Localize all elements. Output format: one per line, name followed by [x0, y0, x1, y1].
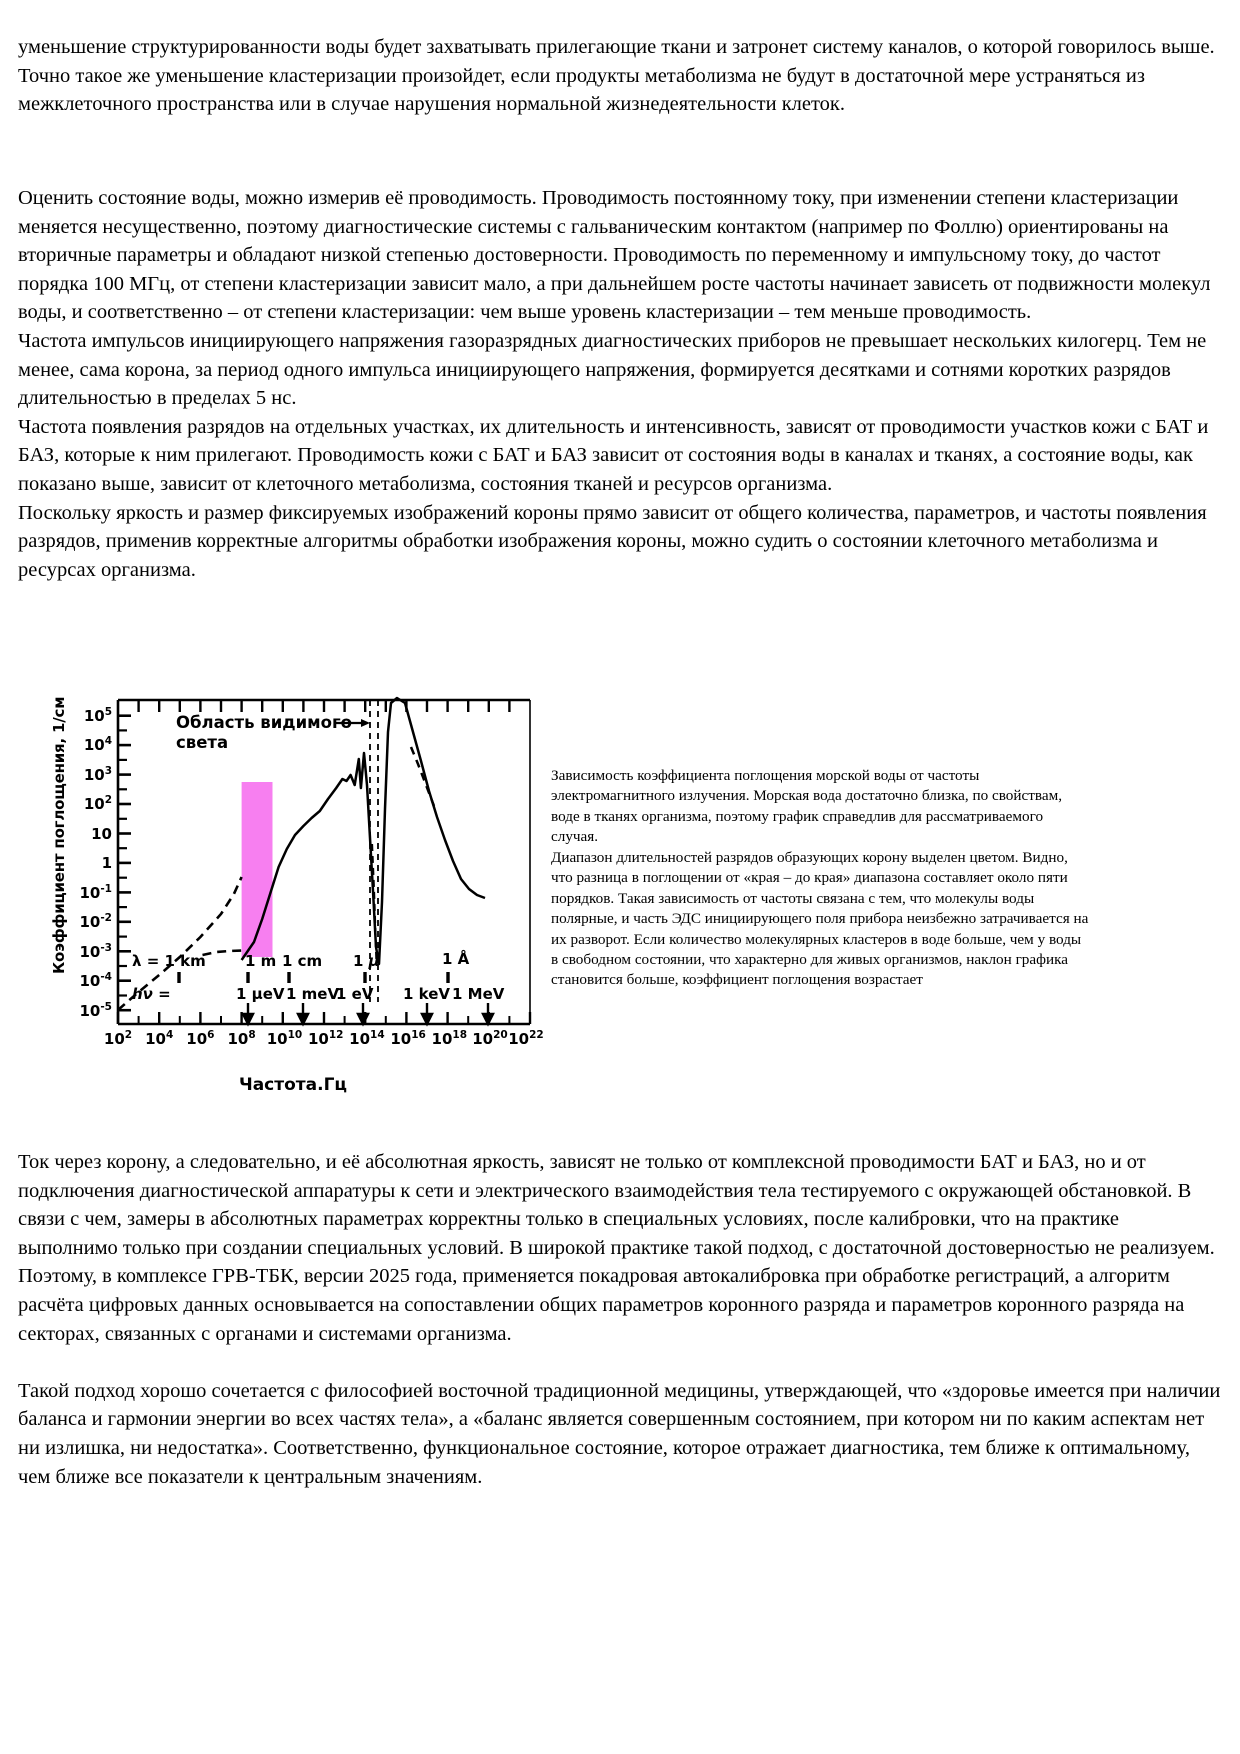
paragraph: Такой подход хорошо сочетается с философией восточной традиционной медицины, утверждающей, что «здоровье имеется при наличии баланса и гармонии энергии во всех частях тела», а «баланс является совершенным состоянием, при котором ни по каким аспектам нет ни излишка, ни недостатка». Соответственно, функциональное состояние, которое отражает диагностика, тем ближе к оптимальному, чем ближе все показатели к центральным значениям.	[18, 1379, 1221, 1488]
caption-paragraph: Диапазон длительностей разрядов образующих корону выделен цветом. Видно, что разница в поглощении от «края – до края» диапазона составляет около пяти порядков. Такая зависимость от частоты связана с тем, что молекулы воды полярные, и часть ЭДС инициирующего поля прибора неизбежно затрачивается на их разворот. Если количество молекулярных кластеров в воде больше, чем у воды в свободном состоянии, что характерно для живых организмов, наклон графика становится больше, коэффициент поглощения возрастает	[551, 848, 1089, 989]
svg-text:102: $10^2$	[103, 1029, 133, 1048]
chart-wavelength-axis	[132, 949, 470, 983]
energy-prefix: hν =	[132, 985, 171, 1003]
svg-text:10: 10	[91, 825, 112, 843]
wavelength-label-1angstrom: 1 Å	[442, 950, 470, 968]
chart-plot-area	[18, 672, 558, 1072]
wavelength-prefix: λ = 1 km	[132, 952, 206, 970]
svg-text:10-3: $10^{-3}$	[79, 942, 112, 961]
chart-top-ticks	[139, 700, 510, 712]
paragraph: Точно такое же уменьшение кластеризации произойдет, если продукты метаболизма не будут в достаточной мере устраняться из межклеточного пространства или в случае нарушения нормальной жизнедеятельности клеток.	[18, 64, 1145, 116]
svg-text:102: $10^2$	[83, 794, 112, 813]
series-plateau-dashed	[203, 951, 242, 956]
wavelength-label-1cm: 1 cm	[282, 952, 323, 970]
paragraph: Поскольку яркость и размер фиксируемых изображений короны прямо зависит от общего количества, параметров, и частоты появления разрядов, применив корректные алгоритмы обработки изображения короны, можно судить о состоянии клеточного метаболизма и ресурсах организма.	[18, 501, 1207, 581]
series-absorption-solid	[242, 698, 485, 964]
svg-text:106: $10^6$	[186, 1029, 215, 1048]
svg-text:1016: $10^{16}$	[390, 1029, 426, 1048]
svg-text:1010: $10^{10}$	[266, 1029, 303, 1048]
svg-text:1014: $10^{14}$	[349, 1029, 385, 1048]
chart-x-axis-label: Частота.Гц	[238, 1075, 348, 1095]
svg-text:103: $10^3$	[83, 765, 112, 784]
wavelength-label-1m: 1 m	[245, 952, 277, 970]
after-figure-text-block	[18, 1148, 1222, 1491]
wavelength-label-1micron: 1 μ	[353, 952, 380, 970]
paragraph: Оценить состояние воды, можно измерив её проводимость. Проводимость постоянному току, при изменении степени кластеризации меняется несущественно, поэтому диагностические системы с гальваническим контактом (например по Фоллю) ориентированы на вторичные параметры и обладают низкой степенью достоверности. Проводимость по переменному и импульсному току, до частот порядка 100 МГц, от степени кластеризации зависит мало, а при дальнейшем росте частоты начинает зависеть от подвижности молекул воды, и соответственно – от степени кластеризации: чем выше уровень кластеризации – тем меньше проводимость.	[18, 187, 1211, 324]
chart-y-tick-labels	[79, 706, 112, 1020]
svg-text:10-5: $10^{-5}$	[79, 1001, 112, 1020]
energy-label-1meV: 1 meV	[286, 985, 340, 1003]
visible-light-annotation	[176, 713, 370, 752]
svg-text:1018: $10^{18}$	[431, 1029, 468, 1048]
svg-text:104: $10^4$	[83, 735, 112, 754]
energy-label-1ueV: 1 μeV	[236, 985, 285, 1003]
paragraph: уменьшение структурированности воды будет захватывать прилегающие ткани и затронет систему каналов, о которой говорилось выше.	[18, 36, 1215, 58]
absorption-spectrum-figure	[18, 672, 558, 1112]
paragraph: Частота импульсов инициирующего напряжения газоразрядных диагностических приборов не превышает нескольких килогерц. Тем не менее, сама корона, за период одного импульса инициирующего напряжения, формируется десятками и сотнями коротких разрядов длительностью в пределах 5 нс.	[18, 329, 1207, 410]
energy-label-1MeV: 1 MeV	[452, 985, 505, 1003]
svg-text:1020: $10^{20}$	[472, 1029, 508, 1048]
energy-label-1eV: 1 eV	[336, 985, 374, 1003]
svg-text:108: $10^8$	[227, 1029, 256, 1048]
chart-x-tick-labels	[104, 1029, 544, 1048]
figure-caption-block	[551, 766, 1091, 991]
chart-y-axis-label: Коэффициент поглощения, 1/см	[50, 696, 68, 974]
svg-text:105: $10^5$	[83, 706, 112, 725]
caption-paragraph: Зависимость коэффициента поглощения морской воды от частоты электромагнитного излучения. Морская вода достаточно близка, по свойствам, воде в тканях организма, поэтому график справедлив для рассматриваемого случая.	[551, 767, 1063, 846]
visible-light-arrow-head	[361, 719, 370, 727]
chart-y-ticks	[118, 716, 131, 1011]
spacer	[18, 1348, 1222, 1377]
svg-text:1022: $10^{22}$	[508, 1029, 544, 1048]
svg-text:1: 1	[101, 854, 112, 872]
svg-text:10-2: $10^{-2}$	[79, 912, 112, 931]
visible-light-label-line1: Область видимого	[176, 713, 352, 732]
svg-text:10-4: $10^{-4}$	[79, 971, 112, 990]
chart-x-ticks	[118, 1012, 530, 1024]
svg-text:света: света	[176, 733, 229, 752]
intro-text-block	[18, 33, 1222, 119]
body-text-block	[18, 184, 1222, 584]
svg-text:1012: $10^{12}$	[307, 1029, 344, 1048]
paragraph: Частота появления разрядов на отдельных участках, их длительность и интенсивность, зависят от проводимости участков кожи с БАТ и БАЗ, которые к ним прилегают. Проводимость кожи с БАТ и БАЗ зависит от состояния воды в каналах и тканях, а состояние воды, как показано выше, зависит от клеточного метаболизма, состояния тканей и ресурсов организма.	[18, 415, 1209, 495]
chart-energy-axis	[132, 985, 505, 1024]
energy-label-1keV: 1 keV	[403, 985, 451, 1003]
svg-text:104: $10^4$	[145, 1029, 174, 1048]
svg-text:10-1: $10^{-1}$	[79, 883, 112, 902]
paragraph: Ток через корону, а следовательно, и её абсолютная яркость, зависят не только от комплексной проводимости БАТ и БАЗ, но и от подключения диагностической аппаратуры к сети и электрического взаимодействия тела тестируемого с окружающей обстановкой. В связи с чем, замеры в абсолютных параметрах корректны только в специальных условиях, после калибровки, что на практике выполнимо только при создании специальных условий. В широкой практике такой подход, с достаточной достоверностью не реализуем. Поэтому, в комплексе ГРВ-ТБК, версии 2025 года, применяется покадровая автокалибровка при обработке регистраций, а алгоритм расчёта цифровых данных основывается на сопоставлении общих параметров коронного разряда и параметров коронного разряда на секторах, связанных с органами и системами организма.	[18, 1151, 1215, 1345]
